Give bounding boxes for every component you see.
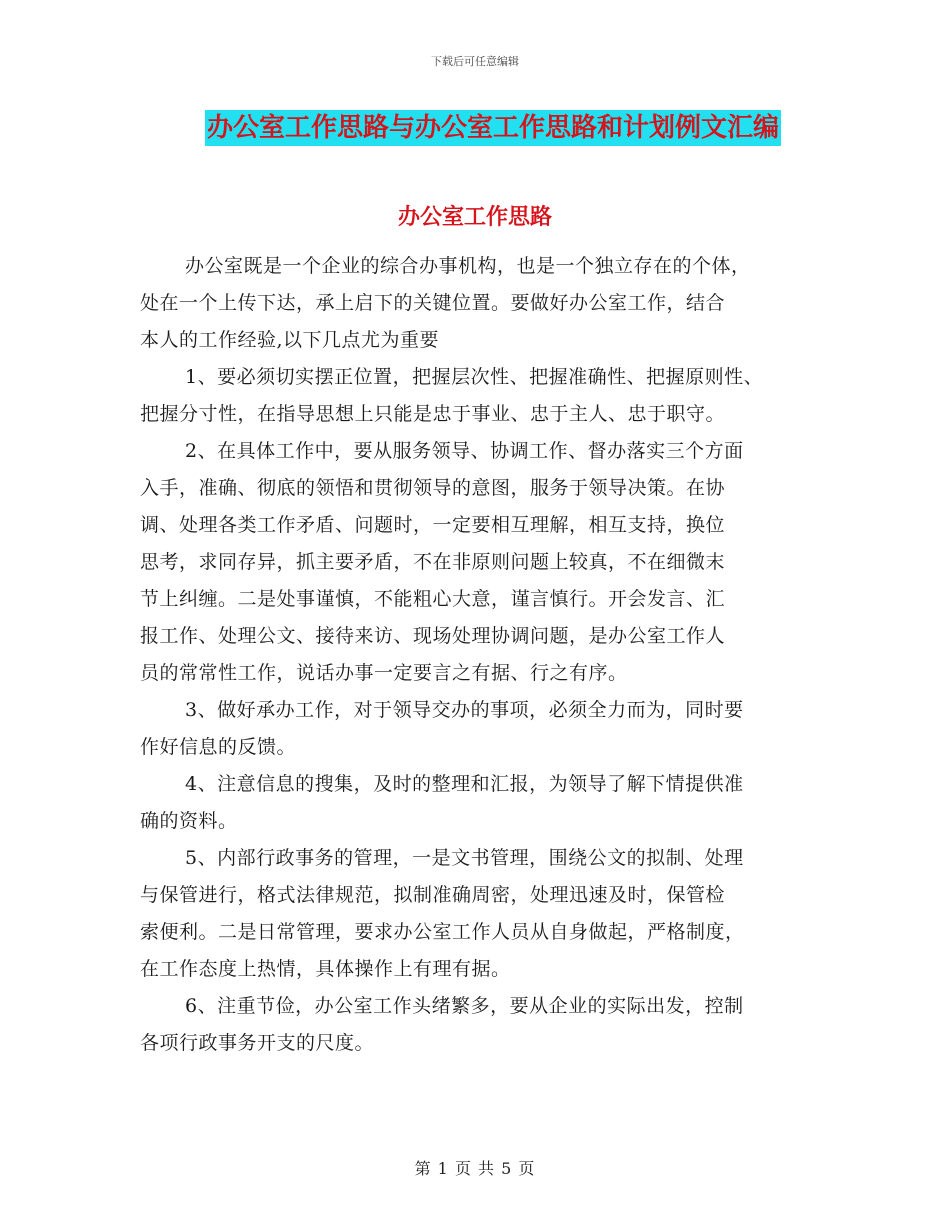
text-line: 确的资料。 [140,810,238,832]
document-title: 办公室工作思路与办公室工作思路和计划例文汇编 [205,110,781,146]
text-line: 办公室既是一个企业的综合办事机构，也是一个独立存在的个体， [185,255,751,277]
text-line: 与保管进行，格式法律规范，拟制准确周密，处理迅速及时，保管检 [140,884,726,906]
text-line: 2、在具体工作中，要从服务领导、协调工作、督办落实三个方面 [185,440,744,462]
text-line: 入手，准确、彻底的领悟和贯彻领导的意图，服务于领导决策。在协 [140,477,726,499]
text-line: 本人的工作经验,以下几点尤为重要 [140,329,440,351]
text-line: 1、要必须切实摆正位置，把握层次性、把握准确性、把握原则性、 [185,366,764,388]
text-line: 3、做好承办工作，对于领导交办的事项，必须全力而为，同时要 [185,699,744,721]
text-line: 6、注重节俭，办公室工作头绪繁多，要从企业的实际出发，控制 [185,995,744,1017]
text-line: 作好信息的反馈。 [140,736,297,758]
text-line: 各项行政事务开支的尺度。 [140,1032,375,1054]
text-line: 节上纠缠。二是处事谨慎，不能粗心大意，谨言慎行。开会发言、汇 [140,588,726,610]
text-line: 5、内部行政事务的管理，一是文书管理，围绕公文的拟制、处理 [185,847,744,869]
body-text [140,248,820,1062]
text-line: 4、注意信息的搜集，及时的整理和汇报，为领导了解下情提供准 [185,773,744,795]
text-line: 在工作态度上热情，具体操作上有理有据。 [140,958,511,980]
text-line: 思考，求同存异，抓主要矛盾，不在非原则问题上较真，不在细微末 [140,551,726,573]
page-footer: 第 1 页 共 5 页 [414,1159,536,1178]
text-line: 员的常常性工作，说话办事一定要言之有据、行之有序。 [140,662,628,684]
text-line: 调、处理各类工作矛盾、问题时，一定要相互理解，相互支持，换位 [140,514,726,536]
text-line: 报工作、处理公文、接待来访、现场处理协调问题，是办公室工作人 [140,625,726,647]
header-note: 下载后可任意编辑 [431,55,519,68]
section-title: 办公室工作思路 [397,205,552,230]
text-line: 处在一个上传下达，承上启下的关键位置。要做好办公室工作，结合 [140,292,726,314]
text-line: 把握分寸性，在指导思想上只能是忠于事业、忠于主人、忠于职守。 [140,403,726,425]
text-line: 索便利。二是日常管理，要求办公室工作人员从自身做起，严格制度， [140,921,745,943]
